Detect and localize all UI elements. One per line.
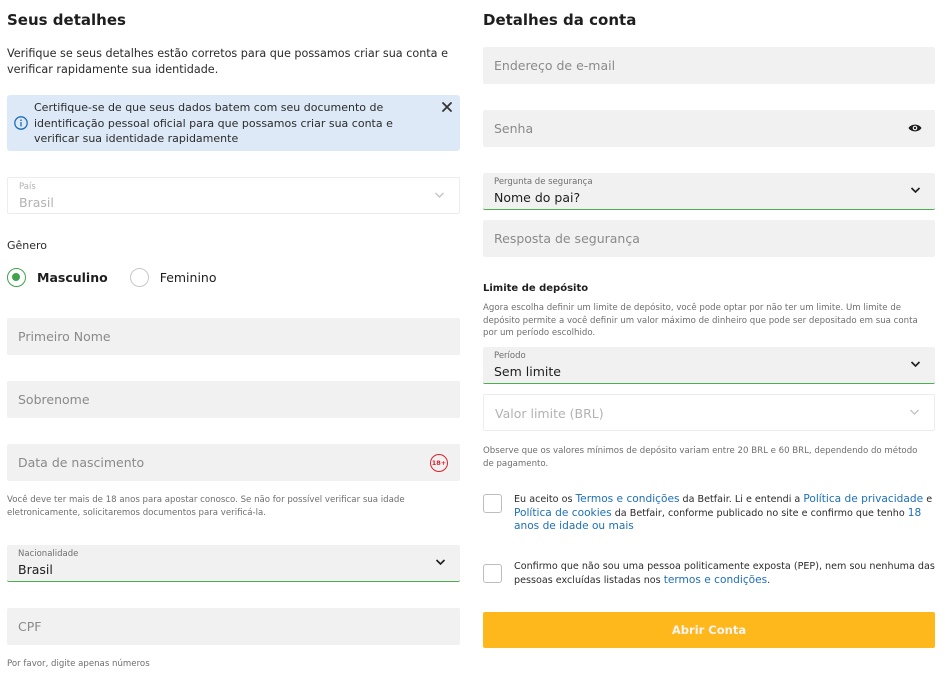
- section-title-account: Detalhes da conta: [483, 11, 637, 29]
- age-note: Você deve ter mais de 18 anos para apostar conosco. Se não for possível verificar sua idade eletronicamente, solicitaremos documentos para verificá-la.: [7, 495, 405, 518]
- info-alert: [7, 95, 460, 151]
- gender-label: Gênero: [7, 239, 48, 252]
- password-placeholder: Senha: [494, 121, 534, 136]
- chevron-down-icon[interactable]: [910, 186, 921, 194]
- security-answer-input[interactable]: [483, 220, 935, 257]
- terms-text-part: da Betfair. Li e entendi a: [679, 494, 804, 505]
- security-question-label: Pergunta de segurança: [494, 177, 593, 187]
- pep-text: [514, 560, 935, 587]
- gender-radio-male[interactable]: [7, 268, 108, 287]
- security-answer-placeholder: Resposta de segurança: [494, 231, 640, 246]
- gender-option-female-label: Feminino: [159, 270, 217, 285]
- terms-checkbox-row: [483, 493, 935, 534]
- pep-checkbox[interactable]: [483, 564, 502, 583]
- chevron-down-icon[interactable]: [910, 360, 921, 368]
- info-icon: [14, 116, 28, 130]
- privacy-policy-link[interactable]: Política de privacidade: [803, 493, 924, 505]
- deposit-limit-title: Limite de depósito: [483, 283, 589, 294]
- period-label: Período: [494, 351, 526, 361]
- pep-checkbox-row: [483, 560, 935, 587]
- email-placeholder: Endereço de e-mail: [494, 58, 616, 73]
- deposit-minimum-note: Observe que os valores mínimos de depósito variam entre 20 BRL e 60 BRL, dependendo do método de pagamento.: [483, 446, 918, 469]
- terms-text: [514, 493, 935, 534]
- pep-text-part: .: [767, 574, 771, 586]
- country-label: País: [19, 182, 36, 192]
- first-name-placeholder: Primeiro Nome: [18, 329, 111, 344]
- terms-text-part: da Betfair, conforme publicado no site e confirmo que tenho: [611, 507, 908, 519]
- limit-value-placeholder: Valor limite (BRL): [495, 406, 604, 421]
- chevron-down-icon[interactable]: [435, 558, 446, 566]
- alert-text: Certifique-se de que seus dados batem com seu documento de identificação pessoal oficial para que possamos criar sua conta e verificar sua identidade rapidamente: [34, 101, 393, 145]
- cpf-placeholder: CPF: [18, 619, 42, 634]
- age-requirement-link[interactable]: 18 anos de idade ou mais: [514, 506, 922, 532]
- deposit-limit-description: Agora escolha definir um limite de depósito, você pode optar por não ter um limite. Um limite de depósito permite a você definir um valor máximo de dinheiro que pode ser depositado em sua conta por um período escolhido.: [483, 303, 918, 338]
- limit-value-select: [483, 394, 935, 431]
- last-name-placeholder: Sobrenome: [18, 392, 90, 407]
- gender-radio-group: [7, 268, 239, 287]
- cpf-input[interactable]: [7, 608, 460, 645]
- country-select: [7, 177, 460, 214]
- birth-date-input[interactable]: [7, 444, 460, 481]
- radio-circle[interactable]: [130, 268, 149, 287]
- terms-text-part: Eu aceito os: [514, 494, 576, 505]
- security-question-value: Nome do pai?: [494, 190, 581, 205]
- cpf-note: Por favor, digite apenas números: [7, 659, 150, 669]
- birth-date-placeholder: Data de nascimento: [18, 455, 145, 470]
- nationality-select[interactable]: [7, 545, 460, 582]
- eye-icon[interactable]: [908, 123, 922, 133]
- first-name-input[interactable]: [7, 318, 460, 355]
- terms-link[interactable]: Termos e condições: [575, 493, 680, 505]
- password-input[interactable]: [483, 110, 935, 147]
- email-input[interactable]: [483, 47, 935, 84]
- section-title-personal: Seus detalhes: [7, 11, 126, 29]
- chevron-down-icon: [434, 191, 445, 199]
- age-badge: [430, 454, 448, 472]
- period-select[interactable]: [483, 347, 935, 384]
- gender-radio-female[interactable]: [130, 268, 217, 287]
- open-account-button[interactable]: Abrir Conta: [483, 612, 935, 648]
- pep-text-part: Confirmo que não sou uma pessoa politicamente exposta (PEP), nem sou nenhuma das pessoas excluídas listadas nos: [514, 561, 935, 586]
- close-icon[interactable]: [441, 101, 453, 113]
- terms-checkbox[interactable]: [483, 494, 502, 513]
- pep-terms-link[interactable]: termos e condições: [663, 573, 768, 586]
- last-name-input[interactable]: [7, 381, 460, 418]
- nationality-value: Brasil: [18, 562, 53, 577]
- gender-option-male-label: Masculino: [37, 270, 108, 285]
- chevron-down-icon: [909, 408, 920, 416]
- radio-circle[interactable]: [7, 268, 26, 287]
- security-question-select[interactable]: [483, 173, 935, 210]
- period-value: Sem limite: [494, 364, 561, 379]
- cookie-policy-link[interactable]: Política de cookies: [514, 506, 612, 519]
- terms-text-part: e: [923, 494, 933, 505]
- nationality-label: Nacionalidade: [18, 549, 79, 559]
- age-18-icon: 18+: [430, 454, 448, 472]
- country-value: Brasil: [19, 195, 54, 210]
- intro-text: Verifique se seus detalhes estão corretos para que possamos criar sua conta e verificar rapidamente sua identidade.: [7, 47, 448, 76]
